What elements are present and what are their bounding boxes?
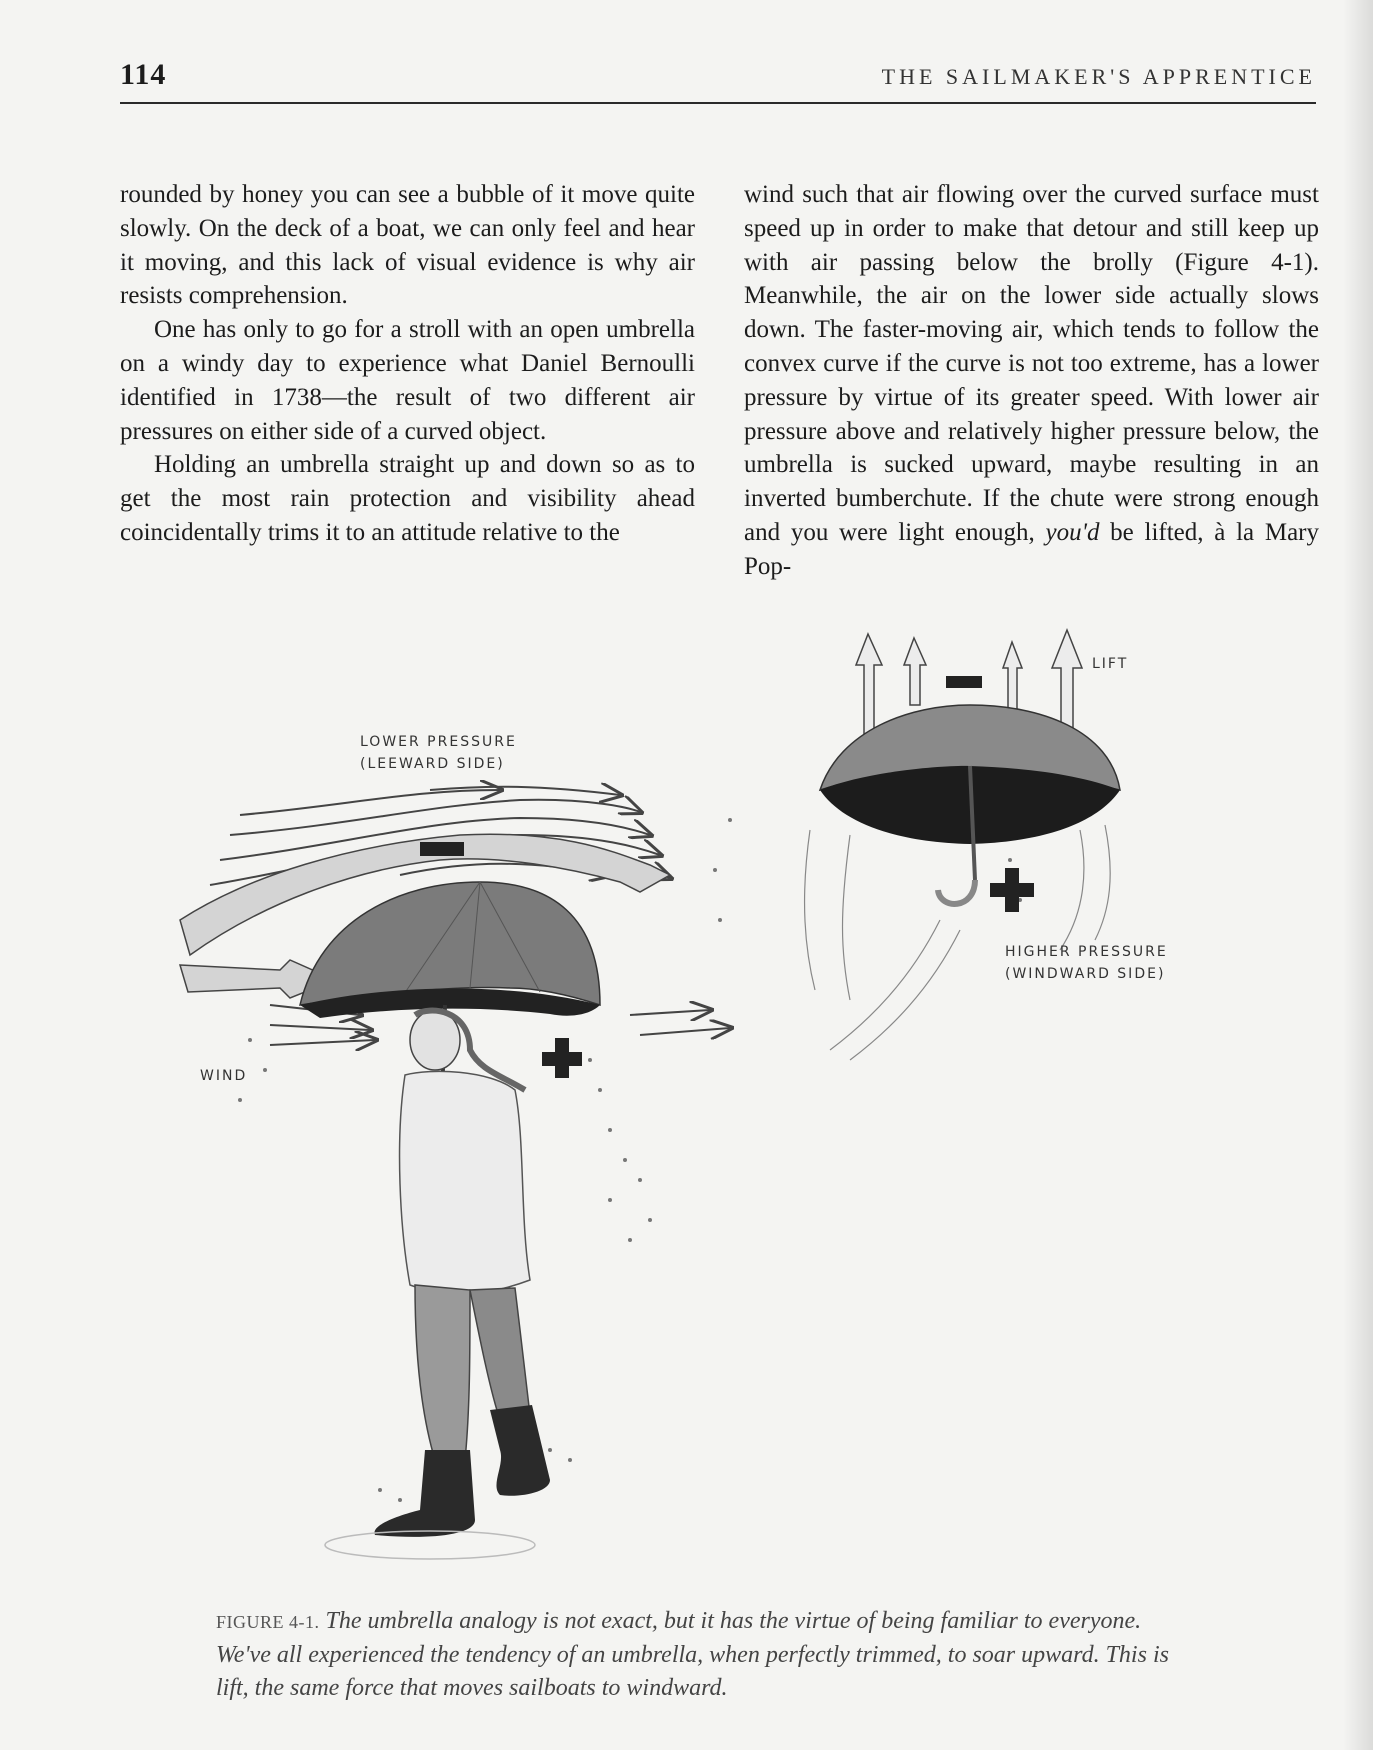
wind-streaks bbox=[805, 825, 1111, 1060]
label-lower-pressure: LOWER PRESSURE bbox=[360, 734, 517, 750]
paragraph: One has only to go for a stroll with an open umbrella on a windy day to experience what Daniel Bernoulli identified in 1738—the result of two different air pressures on either side of a curved object. bbox=[120, 316, 695, 445]
paragraph bbox=[744, 178, 1319, 584]
plus-sign-icon bbox=[990, 868, 1034, 912]
label-higher-pressure: HIGHER PRESSURE bbox=[1005, 944, 1168, 960]
right-column bbox=[744, 178, 1319, 584]
caption-text: The umbrella analogy is not exact, but it has the virtue of being familiar to everyone. We've all experienced the tendency of an umbrella, when perfectly trimmed, to soar upward. This is lift, the same force that moves sailboats to windward. bbox=[216, 1608, 1169, 1701]
text-run: wind such that air flowing over the curved surface must speed up in order to make that detour and still keep up with air passing below the brolly (Figure 4-1). Meanwhile, the air on the lower side actually slows down. The faster-moving air, which tends to follow the convex curve if the curve is not too extreme, has a lower pressure by virtue of its greater speed. With lower air pressure above and relatively higher pressure below, the umbrella is sucked upward, maybe resulting in an inverted bumberchute. If the chute were strong enough and you were light enough, bbox=[744, 181, 1319, 546]
label-lift: LIFT bbox=[1092, 656, 1129, 672]
minus-sign-icon bbox=[946, 676, 982, 688]
label-windward-side: (WINDWARD SIDE) bbox=[1005, 966, 1166, 982]
label-wind: WIND bbox=[200, 1068, 248, 1084]
umbrella-illustration bbox=[170, 620, 1210, 1590]
walking-person bbox=[325, 1010, 550, 1559]
text-run: be lifted, à la Mary Pop- bbox=[744, 518, 1319, 580]
lifted-umbrella bbox=[820, 705, 1120, 904]
page-number: 114 bbox=[120, 58, 167, 91]
left-column bbox=[120, 178, 695, 550]
caption-label: FIGURE 4-1. bbox=[216, 1612, 320, 1632]
paragraph: Holding an umbrella straight up and down so as to get the most rain protection and visibility ahead coincidentally trims it to an attitude relative to the bbox=[120, 451, 695, 546]
figure-illustration bbox=[170, 620, 1210, 1590]
emphasis-text: you'd bbox=[1045, 518, 1100, 546]
minus-sign-icon bbox=[420, 842, 464, 856]
figure-caption bbox=[216, 1605, 1176, 1705]
plus-sign-icon bbox=[542, 1038, 582, 1078]
running-head: THE SAILMAKER'S APPRENTICE bbox=[881, 64, 1316, 89]
page-binding-shadow bbox=[1343, 0, 1373, 1750]
running-header bbox=[120, 58, 1316, 104]
paragraph: rounded by honey you can see a bubble of it move quite slowly. On the deck of a boat, we can only feel and hear it moving, and this lack of visual evidence is why air resists comprehension. bbox=[120, 181, 695, 310]
label-leeward-side: (LEEWARD SIDE) bbox=[360, 756, 505, 772]
